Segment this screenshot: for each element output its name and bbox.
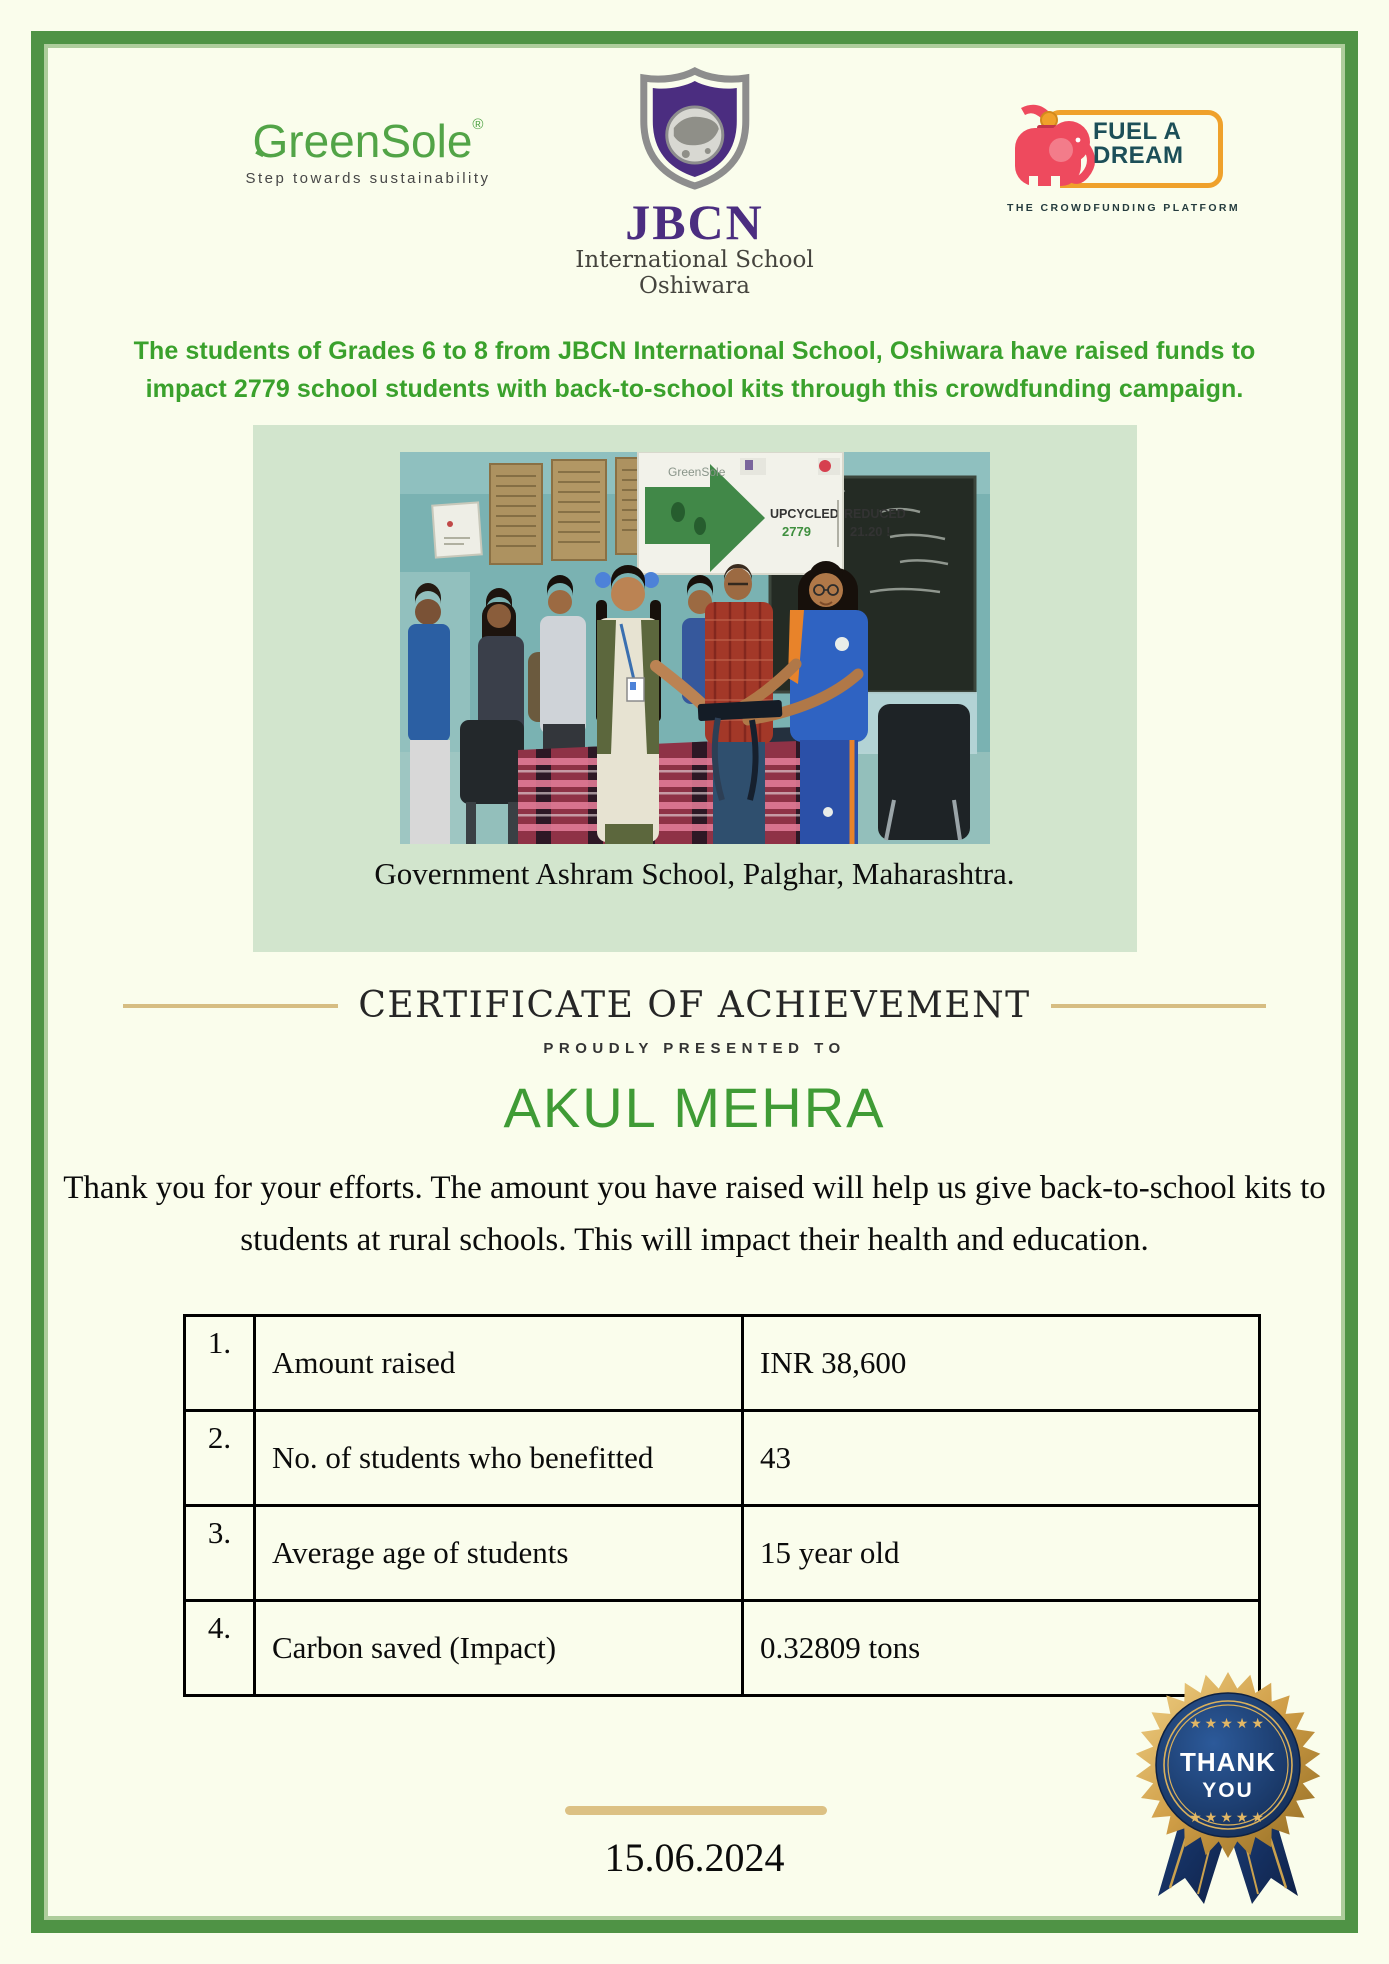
fad-line2: DREAM bbox=[1093, 141, 1184, 169]
banner-upcycled-value: 2779 bbox=[781, 524, 811, 539]
fuel-a-dream-tagline: THE CROWDFUNDING PLATFORM bbox=[1007, 202, 1241, 214]
jbcn-crest-icon bbox=[635, 66, 753, 190]
row-label: Carbon saved (Impact) bbox=[255, 1601, 743, 1696]
badge-line1: THANK bbox=[1180, 1747, 1276, 1777]
row-label: Average age of students bbox=[255, 1506, 743, 1601]
greensole-logo bbox=[198, 114, 538, 187]
jbcn-abbr: JBCN bbox=[625, 194, 764, 250]
date: 15.06.2024 bbox=[604, 1835, 785, 1880]
school-photo bbox=[400, 452, 990, 844]
banner-upcycled-label: UPCYCLED bbox=[769, 507, 839, 521]
photo-caption: Government Ashram School, Palghar, Maharashtra. bbox=[374, 856, 1015, 891]
elephant-piggybank-icon bbox=[1007, 98, 1099, 194]
row-value: 0.32809 tons bbox=[743, 1601, 1260, 1696]
photo-panel bbox=[253, 425, 1137, 952]
certificate-title-row bbox=[123, 985, 1265, 1026]
greensole-wordmark bbox=[253, 114, 484, 168]
jbcn-logo bbox=[575, 66, 813, 300]
table-row bbox=[185, 1601, 1260, 1696]
row-value: 15 year old bbox=[743, 1506, 1260, 1601]
row-value: INR 38,600 bbox=[743, 1316, 1260, 1411]
row-value: 43 bbox=[743, 1411, 1260, 1506]
thank-you-badge bbox=[1128, 1670, 1328, 1918]
intro-paragraph: The students of Grades 6 to 8 from JBCN International School, Oshiwara have raised funds to impact 2779 school students with back-to-school kits through this crowdfunding campaign. bbox=[133, 337, 1256, 403]
banner-reduced-label: REDUCED bbox=[843, 507, 906, 521]
jbcn-campus-line: Oshiwara bbox=[639, 273, 750, 300]
certificate-title: CERTIFICATE OF ACHIEVEMENT bbox=[358, 985, 1031, 1026]
header bbox=[48, 48, 1341, 300]
greensole-name: GreenSole bbox=[252, 115, 473, 167]
fuel-a-dream-logo bbox=[1007, 98, 1241, 214]
row-number: 3. bbox=[185, 1506, 255, 1601]
recipient-name: AKUL MEHRA bbox=[503, 1076, 886, 1139]
banner-reduced-value: 21.20 ! bbox=[849, 524, 890, 539]
banner-brand: GreenSole bbox=[667, 465, 725, 479]
impact-table bbox=[183, 1314, 1261, 1697]
row-label: Amount raised bbox=[255, 1316, 743, 1411]
row-number: 2. bbox=[185, 1411, 255, 1506]
table-row bbox=[185, 1316, 1260, 1411]
registered-mark-icon: ® bbox=[472, 116, 484, 133]
row-number: 1. bbox=[185, 1316, 255, 1411]
gold-rule-left bbox=[123, 1004, 338, 1008]
badge-stars-bottom: ★★★★★ bbox=[1189, 1811, 1267, 1826]
date-rule bbox=[565, 1806, 827, 1815]
table-row bbox=[185, 1506, 1260, 1601]
recycle-arrow-icon bbox=[254, 140, 276, 162]
greensole-tagline: Step towards sustainability bbox=[245, 170, 491, 187]
presented-label: PROUDLY PRESENTED TO bbox=[543, 1040, 846, 1057]
badge-line2: YOU bbox=[1202, 1779, 1254, 1802]
badge-stars-top: ★★★★★ bbox=[1189, 1717, 1267, 1732]
row-number: 4. bbox=[185, 1601, 255, 1696]
thank-you-message: Thank you for your efforts. The amount you have raised will help us give back-to-school kits to students at rural schools. This will impact their health and education. bbox=[63, 1170, 1326, 1259]
fuel-a-dream-wordmark bbox=[1093, 120, 1184, 167]
table-row bbox=[185, 1411, 1260, 1506]
fad-line1: FUEL A bbox=[1093, 118, 1182, 145]
jbcn-school-line: International School bbox=[575, 247, 814, 273]
row-label: No. of students who benefitted bbox=[255, 1411, 743, 1506]
gold-rule-right bbox=[1051, 1004, 1266, 1008]
